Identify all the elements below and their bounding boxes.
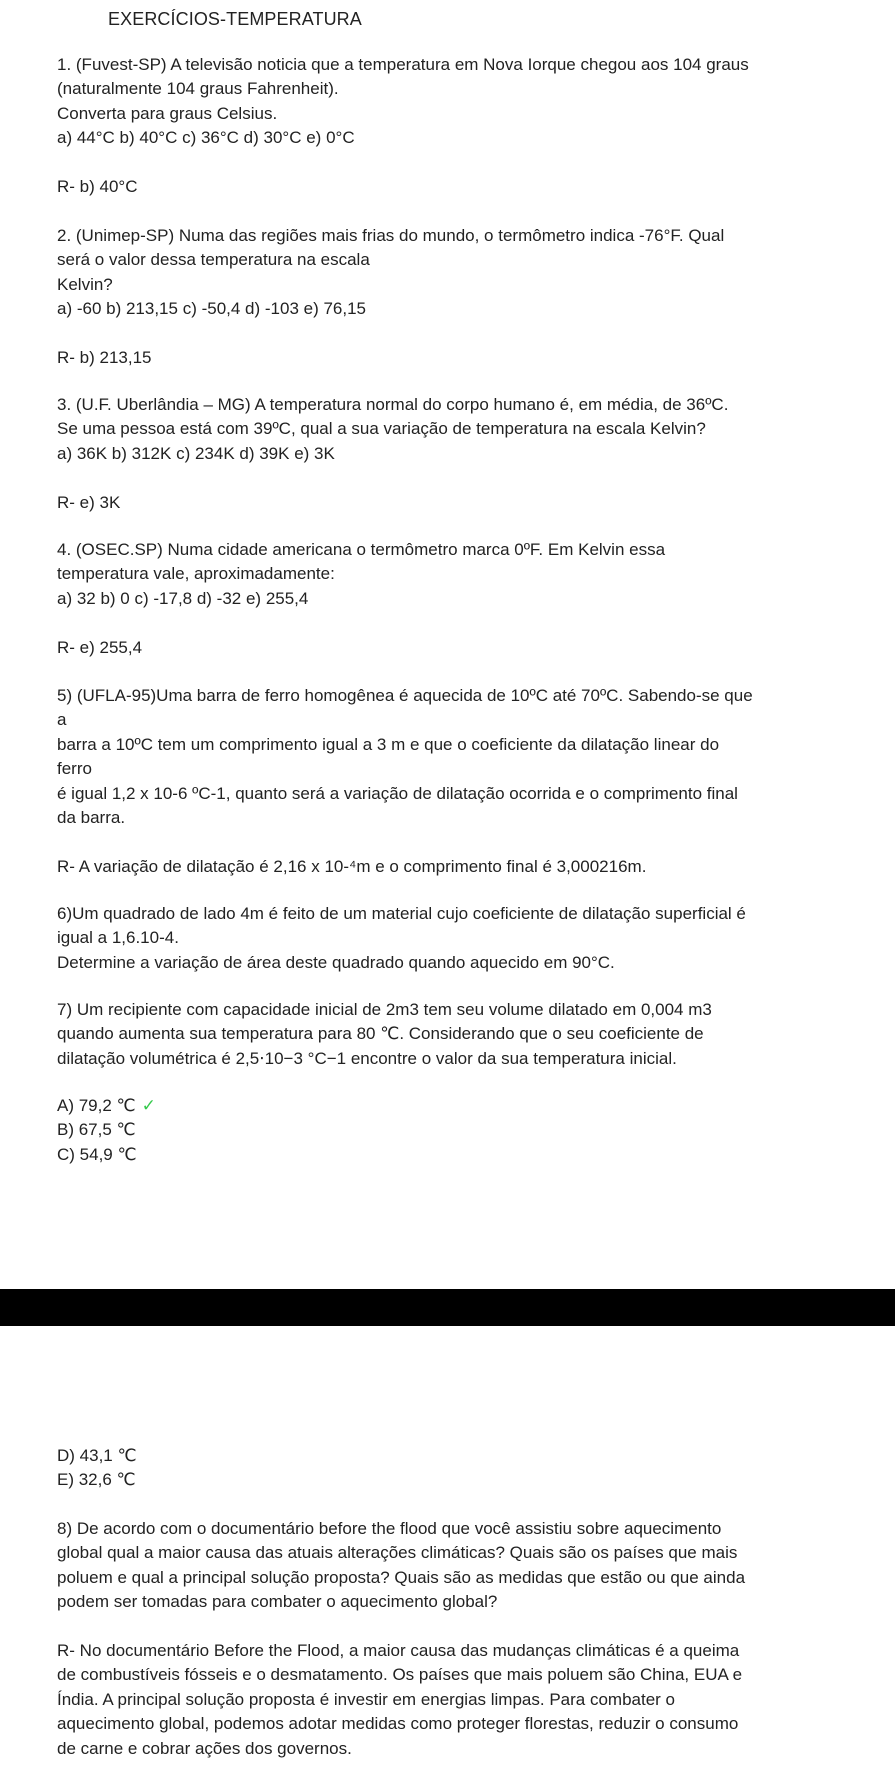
question-3 bbox=[57, 393, 837, 515]
question-5 bbox=[57, 684, 837, 879]
question-2 bbox=[57, 224, 837, 370]
option-a bbox=[57, 1094, 837, 1118]
question-line: Converta para graus Celsius. bbox=[57, 103, 278, 123]
question-line: barra a 10ºC tem um comprimento igual a 3 m e que o coeficiente da dilatação linear do bbox=[57, 734, 720, 754]
question-line: 2. (Unimep-SP) Numa das regiões mais frias do mundo, o termômetro indica -76°F. Qual bbox=[57, 226, 725, 245]
answer-line: R- No documentário Before the Flood, a maior causa das mudanças climáticas é a queima bbox=[57, 1641, 740, 1661]
question-options: a) 32 b) 0 c) -17,8 d) -32 e) 255,4 bbox=[57, 588, 309, 608]
question-line: da barra. bbox=[57, 808, 126, 828]
question-7 bbox=[57, 998, 837, 1071]
check-icon: ✓ bbox=[141, 1096, 156, 1115]
question-line: ferro bbox=[57, 759, 92, 779]
answer-line: R- A variação de dilatação é 2,16 x 10-⁴m e o comprimento final é 3,000216m. bbox=[57, 856, 647, 876]
answer-line: Índia. A principal solução proposta é investir em energias limpas. Para combater o bbox=[57, 1689, 675, 1709]
answer-line: de combustíveis fósseis e o desmatamento. Os países que mais poluem são China, EUA e bbox=[57, 1665, 743, 1685]
question-7-options bbox=[57, 1094, 837, 1167]
question-options: a) 44°C b) 40°C c) 36°C d) 30°C e) 0°C bbox=[57, 128, 355, 148]
question-line: 3. (U.F. Uberlândia – MG) A temperatura normal do corpo humano é, em média, de 36ºC. bbox=[57, 395, 729, 414]
answer-line: R- b) 213,15 bbox=[57, 348, 152, 368]
question-line: (naturalmente 104 graus Fahrenheit). bbox=[57, 79, 339, 99]
option-b: B) 67,5 ℃ bbox=[57, 1120, 136, 1140]
answer-line: R- e) 3K bbox=[57, 492, 121, 512]
question-8 bbox=[57, 1517, 837, 1761]
page-title: EXERCÍCIOS-TEMPERATURA bbox=[108, 9, 362, 29]
question-6 bbox=[57, 902, 837, 975]
question-line: igual a 1,6.10-4. bbox=[57, 928, 179, 948]
question-line: dilatação volumétrica é 2,5⋅10−3 °C−1 encontre o valor da sua temperatura inicial. bbox=[57, 1048, 677, 1068]
question-line: é igual 1,2 x 10-6 ºC-1, quanto será a variação de dilatação ocorrida e o comprimento final bbox=[57, 783, 738, 803]
black-separator-band bbox=[0, 1289, 895, 1326]
question-line: 4. (OSEC.SP) Numa cidade americana o termômetro marca 0ºF. Em Kelvin essa bbox=[57, 540, 666, 559]
option-e: E) 32,6 ℃ bbox=[57, 1470, 136, 1490]
question-line: será o valor dessa temperatura na escala bbox=[57, 250, 370, 270]
question-7-options-continued bbox=[57, 1444, 837, 1493]
question-line: Determine a variação de área deste quadrado quando aquecido em 90°C. bbox=[57, 952, 615, 972]
question-options: a) -60 b) 213,15 c) -50,4 d) -103 e) 76,15 bbox=[57, 299, 367, 319]
option-d: D) 43,1 ℃ bbox=[57, 1446, 137, 1465]
question-line: Kelvin? bbox=[57, 274, 113, 294]
question-line: podem ser tomadas para combater o aquecimento global? bbox=[57, 1592, 498, 1612]
answer-line: de carne e cobrar ações dos governos. bbox=[57, 1738, 352, 1758]
question-line: 6)Um quadrado de lado 4m é feito de um material cujo coeficiente de dilatação superficial é bbox=[57, 904, 746, 923]
question-line: 7) Um recipiente com capacidade inicial de 2m3 tem seu volume dilatado em 0,004 m3 bbox=[57, 1000, 712, 1019]
answer-line: R- e) 255,4 bbox=[57, 637, 143, 657]
question-line: 5) (UFLA-95)Uma barra de ferro homogênea é aquecida de 10ºC até 70ºC. Sabendo-se que bbox=[57, 686, 753, 705]
answer-line: R- b) 40°C bbox=[57, 177, 138, 197]
question-line: global qual a maior causa das atuais alterações climáticas? Quais são os países que mais bbox=[57, 1543, 738, 1563]
question-line: a bbox=[57, 710, 67, 730]
question-line: quando aumenta sua temperatura para 80 ℃. Considerando que o seu coeficiente de bbox=[57, 1024, 704, 1044]
question-line: Se uma pessoa está com 39ºC, qual a sua variação de temperatura na escala Kelvin? bbox=[57, 419, 706, 439]
question-line: poluem e qual a principal solução proposta? Quais são as medidas que estão ou que ainda bbox=[57, 1567, 746, 1587]
option-label: A) 79,2 ℃ bbox=[57, 1096, 136, 1115]
question-line: 8) De acordo com o documentário before the flood que você assistiu sobre aquecimento bbox=[57, 1519, 722, 1538]
answer-line: aquecimento global, podemos adotar medidas como proteger florestas, reduzir o consumo bbox=[57, 1714, 739, 1734]
question-4 bbox=[57, 538, 837, 660]
option-c: C) 54,9 ℃ bbox=[57, 1144, 137, 1164]
question-options: a) 36K b) 312K c) 234K d) 39K e) 3K bbox=[57, 443, 335, 463]
question-1 bbox=[57, 53, 837, 199]
question-line: 1. (Fuvest-SP) A televisão noticia que a temperatura em Nova Iorque chegou aos 104 graus bbox=[57, 55, 749, 74]
question-line: temperatura vale, aproximadamente: bbox=[57, 564, 335, 584]
